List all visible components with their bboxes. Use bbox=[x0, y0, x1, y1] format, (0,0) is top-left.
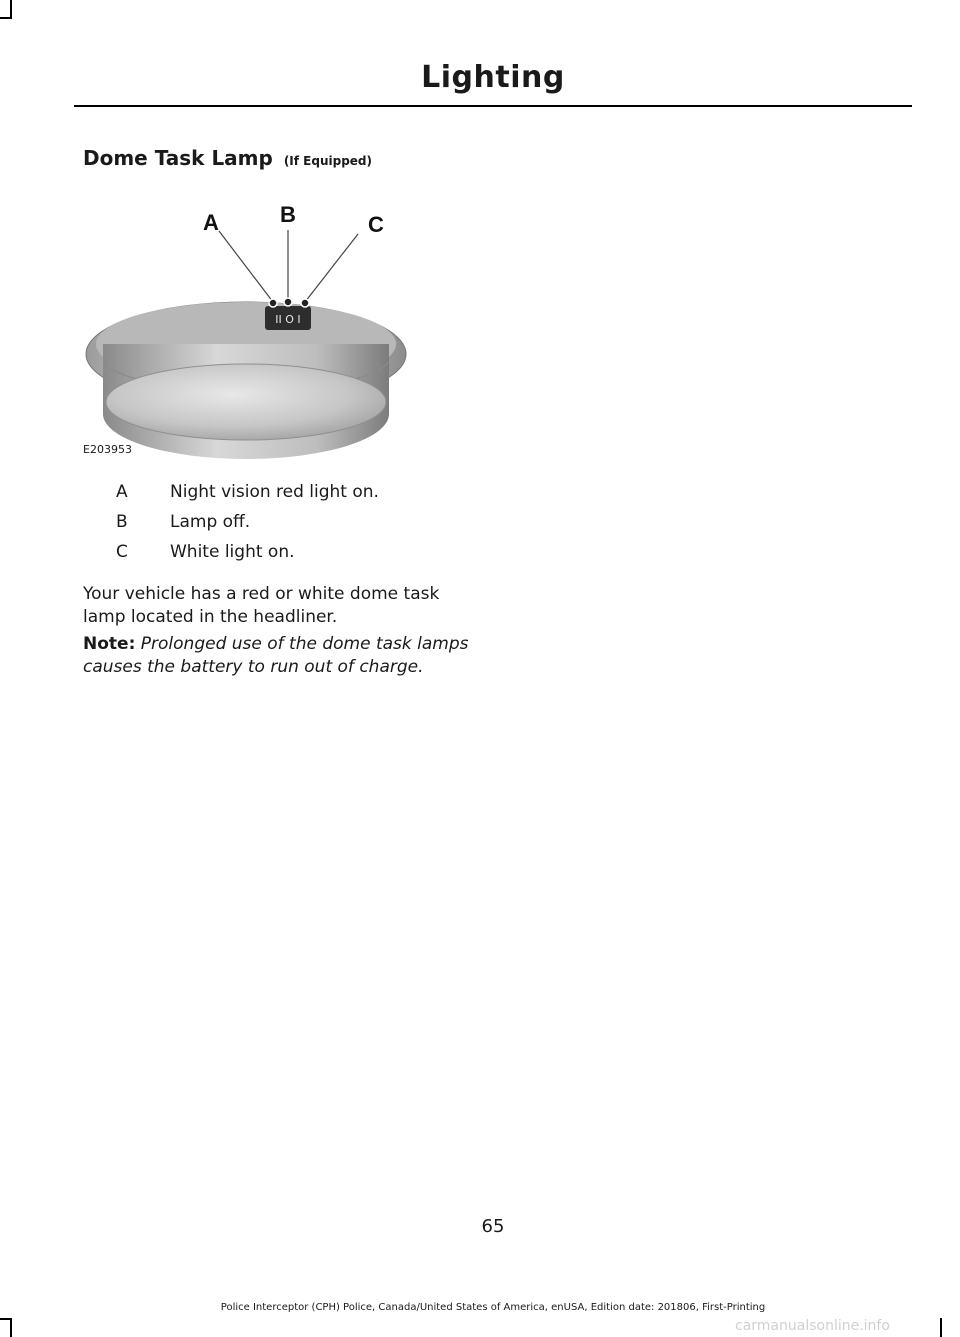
switch-symbols: II O I bbox=[275, 313, 301, 326]
legend-key: C bbox=[116, 542, 128, 562]
lamp-lens bbox=[106, 364, 386, 440]
page-number: 65 bbox=[481, 1216, 505, 1237]
callout-dot-c bbox=[301, 299, 309, 307]
section-title bbox=[83, 146, 372, 170]
section-title-text: Dome Task Lamp bbox=[83, 146, 273, 170]
callout-dot-b bbox=[284, 298, 292, 306]
legend-key: A bbox=[116, 482, 128, 502]
callout-line-c bbox=[305, 234, 358, 302]
dome-lamp-illustration bbox=[83, 194, 413, 464]
body-paragraph: Your vehicle has a red or white dome task lamp located in the headliner. bbox=[83, 584, 440, 627]
crop-mark bbox=[10, 1318, 12, 1337]
callout-label-c: C bbox=[368, 212, 384, 237]
note-paragraph bbox=[83, 633, 483, 679]
crop-mark bbox=[10, 0, 12, 17]
note-label: Note: bbox=[83, 634, 136, 654]
page-footer: Police Interceptor (CPH) Police, Canada/United States of America, enUSA, Edition date: 201806, First-Printing bbox=[220, 1302, 766, 1313]
callout-dot-a bbox=[269, 299, 277, 307]
callout-line-a bbox=[219, 231, 273, 302]
crop-mark bbox=[940, 1318, 942, 1337]
page-header-title: Lighting bbox=[421, 60, 565, 95]
legend-text: Lamp off. bbox=[170, 512, 251, 532]
header-divider bbox=[74, 105, 912, 107]
callout-label-a: A bbox=[203, 210, 219, 235]
note-text: Prolonged use of the dome task lamps causes the battery to run out of charge. bbox=[83, 634, 469, 677]
legend-text: Night vision red light on. bbox=[170, 482, 379, 502]
figure-code: E203953 bbox=[83, 443, 132, 456]
callout-label-b: B bbox=[280, 202, 296, 227]
watermark: carmanualsonline.info bbox=[735, 1318, 890, 1334]
crop-mark bbox=[0, 17, 12, 19]
legend-text: White light on. bbox=[170, 542, 295, 562]
legend-key: B bbox=[116, 512, 128, 532]
section-title-qualifier: (If Equipped) bbox=[283, 154, 372, 168]
